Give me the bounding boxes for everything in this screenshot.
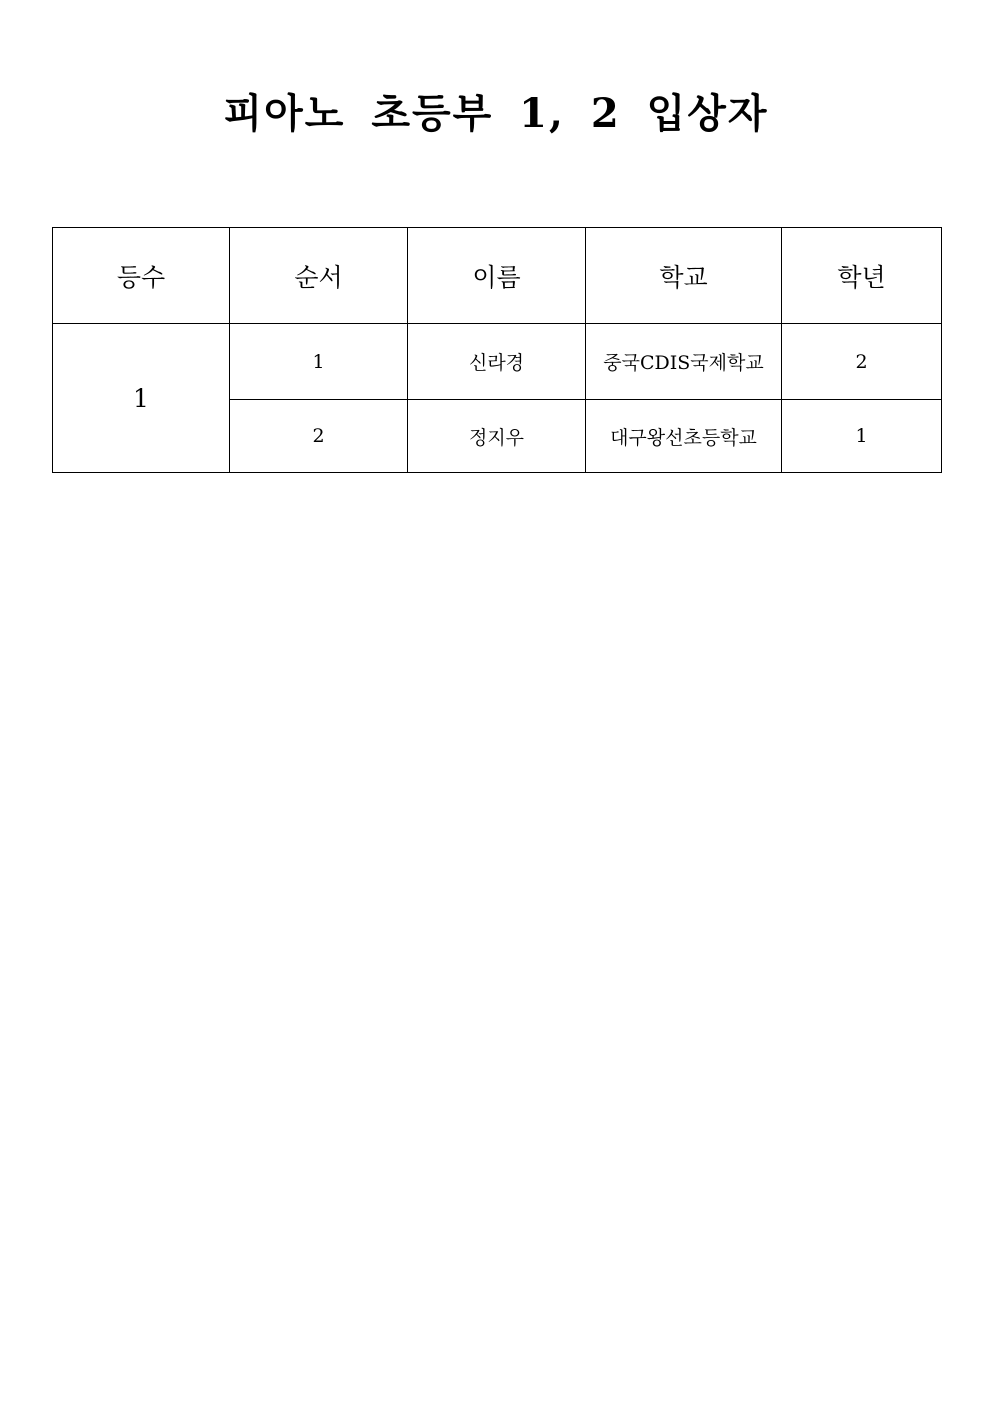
order-cell: 2 bbox=[230, 400, 408, 473]
header-school: 학교 bbox=[586, 228, 782, 324]
grade-cell: 1 bbox=[782, 400, 942, 473]
name-cell: 정지우 bbox=[408, 400, 586, 473]
grade-cell: 2 bbox=[782, 324, 942, 400]
header-name: 이름 bbox=[408, 228, 586, 324]
table-row bbox=[53, 324, 942, 400]
header-rank: 등수 bbox=[53, 228, 230, 324]
header-order: 순서 bbox=[230, 228, 408, 324]
order-cell: 1 bbox=[230, 324, 408, 400]
school-cell: 대구왕선초등학교 bbox=[586, 400, 782, 473]
school-cell: 중국CDIS국제학교 bbox=[586, 324, 782, 400]
table-header-row bbox=[53, 228, 942, 324]
results-table bbox=[52, 227, 942, 473]
header-grade: 학년 bbox=[782, 228, 942, 324]
name-cell: 신라경 bbox=[408, 324, 586, 400]
page-title: 피아노 초등부 1, 2 입상자 bbox=[223, 90, 769, 137]
rank-cell: 1 bbox=[53, 324, 230, 473]
